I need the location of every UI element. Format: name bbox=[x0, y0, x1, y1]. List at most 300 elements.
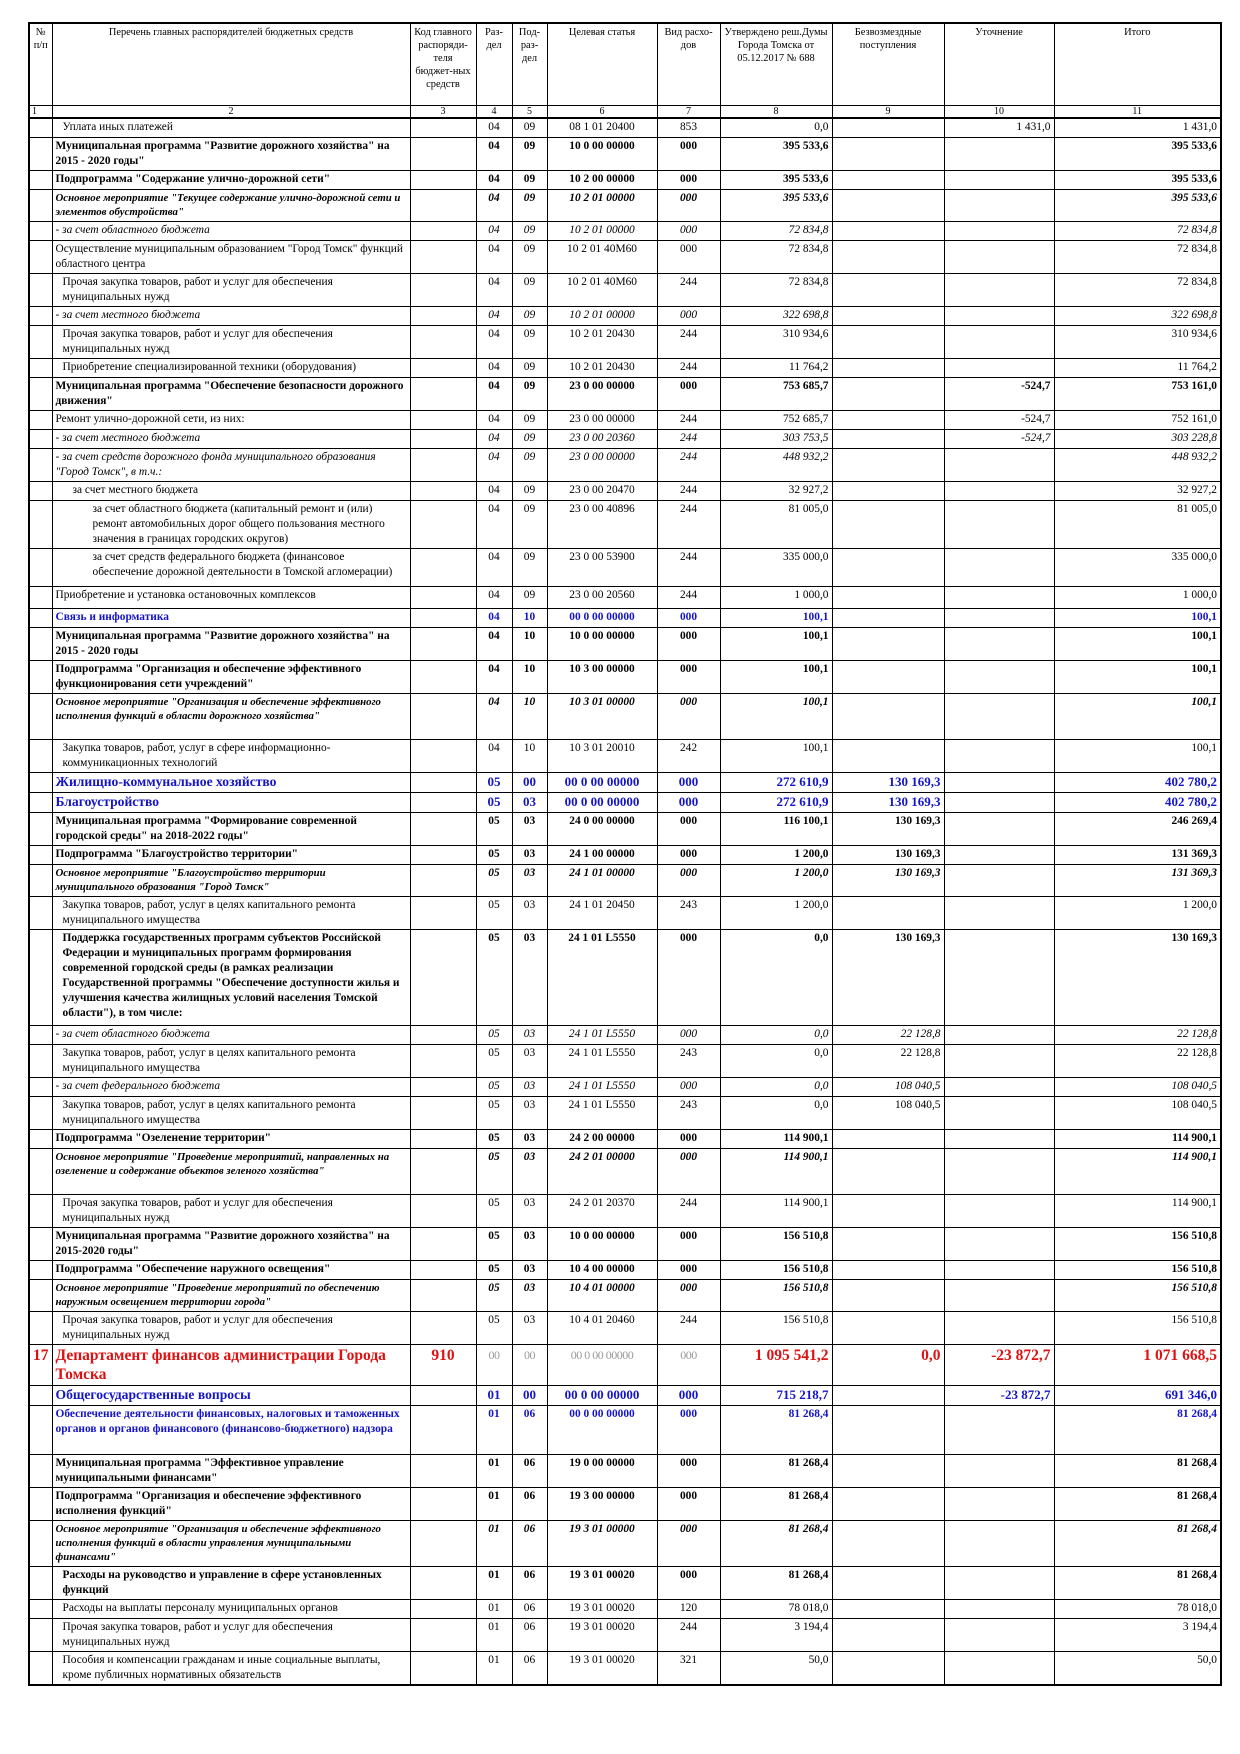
cell-target-article: 24 1 01 L5550 bbox=[547, 929, 657, 1025]
col-header-razdel: Раз-дел bbox=[476, 23, 512, 106]
col-header-free-receipts: Безвозмездные поступления bbox=[832, 23, 944, 106]
cell-free-receipts: 130 169,3 bbox=[832, 929, 944, 1025]
cell-approved: 310 934,6 bbox=[720, 325, 832, 358]
cell-target-article: 10 4 01 20460 bbox=[547, 1311, 657, 1344]
table-row bbox=[29, 1618, 1221, 1651]
cell-code bbox=[410, 273, 476, 306]
cell-podrazdel: 03 bbox=[512, 1096, 547, 1129]
cell-code bbox=[410, 1148, 476, 1194]
cell-target-article: 24 1 01 L5550 bbox=[547, 1025, 657, 1044]
cell-np bbox=[29, 739, 52, 772]
cell-podrazdel: 09 bbox=[512, 306, 547, 325]
cell-free-receipts: 130 169,3 bbox=[832, 772, 944, 792]
cell-podrazdel: 10 bbox=[512, 608, 547, 627]
cell-approved: 752 685,7 bbox=[720, 410, 832, 429]
table-row bbox=[29, 896, 1221, 929]
cell-approved: 0,0 bbox=[720, 118, 832, 137]
cell-total: 131 369,3 bbox=[1054, 845, 1221, 864]
table-row bbox=[29, 1096, 1221, 1129]
cell-target-article: 00 0 00 00000 bbox=[547, 1385, 657, 1405]
cell-podrazdel: 03 bbox=[512, 1194, 547, 1227]
cell-approved: 81 268,4 bbox=[720, 1487, 832, 1520]
cell-razdel: 04 bbox=[476, 693, 512, 739]
cell-np bbox=[29, 864, 52, 896]
cell-clarification: -524,7 bbox=[944, 429, 1054, 448]
cell-clarification bbox=[944, 1194, 1054, 1227]
cell-razdel: 05 bbox=[476, 1025, 512, 1044]
cell-approved: 272 610,9 bbox=[720, 792, 832, 812]
cell-code bbox=[410, 1077, 476, 1096]
cell-np bbox=[29, 1651, 52, 1685]
cell-code bbox=[410, 1311, 476, 1344]
col-number: 7 bbox=[657, 106, 720, 119]
col-number: 5 bbox=[512, 106, 547, 119]
table-row bbox=[29, 448, 1221, 481]
cell-name: Основное мероприятие "Текущее содержание улично-дорожной сети и элементов обустройства" bbox=[52, 189, 410, 221]
cell-razdel: 01 bbox=[476, 1520, 512, 1566]
table-row bbox=[29, 240, 1221, 273]
cell-name: Закупка товаров, работ, услуг в целях капитального ремонта муниципального имущества bbox=[52, 896, 410, 929]
col-number: 10 bbox=[944, 106, 1054, 119]
cell-expense-type: 000 bbox=[657, 1405, 720, 1454]
cell-target-article: 23 0 00 00000 bbox=[547, 377, 657, 410]
budget-table-sheet bbox=[28, 22, 1220, 1686]
cell-podrazdel: 10 bbox=[512, 627, 547, 660]
cell-np bbox=[29, 1599, 52, 1618]
cell-total: 752 161,0 bbox=[1054, 410, 1221, 429]
cell-target-article: 10 3 01 20010 bbox=[547, 739, 657, 772]
cell-expense-type: 000 bbox=[657, 1487, 720, 1520]
cell-podrazdel: 09 bbox=[512, 118, 547, 137]
cell-free-receipts bbox=[832, 586, 944, 608]
table-row bbox=[29, 1311, 1221, 1344]
cell-free-receipts bbox=[832, 170, 944, 189]
table-row bbox=[29, 306, 1221, 325]
cell-np bbox=[29, 1025, 52, 1044]
cell-free-receipts bbox=[832, 429, 944, 448]
cell-approved: 81 268,4 bbox=[720, 1405, 832, 1454]
table-row bbox=[29, 500, 1221, 548]
cell-clarification: 1 431,0 bbox=[944, 118, 1054, 137]
cell-free-receipts bbox=[832, 627, 944, 660]
cell-razdel: 05 bbox=[476, 812, 512, 845]
cell-code bbox=[410, 929, 476, 1025]
cell-target-article: 24 1 01 00000 bbox=[547, 864, 657, 896]
cell-name: Подпрограмма "Организация и обеспечение эффективного исполнения функций" bbox=[52, 1487, 410, 1520]
cell-name: Прочая закупка товаров, работ и услуг для обеспечения муниципальных нужд bbox=[52, 1618, 410, 1651]
cell-podrazdel: 06 bbox=[512, 1651, 547, 1685]
cell-free-receipts: 22 128,8 bbox=[832, 1025, 944, 1044]
cell-clarification bbox=[944, 170, 1054, 189]
cell-expense-type: 000 bbox=[657, 864, 720, 896]
cell-name: Прочая закупка товаров, работ и услуг для обеспечения муниципальных нужд bbox=[52, 273, 410, 306]
cell-clarification bbox=[944, 240, 1054, 273]
cell-free-receipts bbox=[832, 325, 944, 358]
cell-expense-type: 243 bbox=[657, 1044, 720, 1077]
cell-expense-type: 244 bbox=[657, 1194, 720, 1227]
cell-razdel: 05 bbox=[476, 864, 512, 896]
cell-np: 17 bbox=[29, 1344, 52, 1385]
cell-razdel: 04 bbox=[476, 377, 512, 410]
cell-approved: 0,0 bbox=[720, 929, 832, 1025]
cell-name: Связь и информатика bbox=[52, 608, 410, 627]
cell-free-receipts: 108 040,5 bbox=[832, 1096, 944, 1129]
cell-total: 322 698,8 bbox=[1054, 306, 1221, 325]
cell-code bbox=[410, 500, 476, 548]
table-row bbox=[29, 118, 1221, 137]
cell-name: Основное мероприятие "Благоустройство территории муниципального образования "Город Томск" bbox=[52, 864, 410, 896]
cell-expense-type: 000 bbox=[657, 306, 720, 325]
cell-free-receipts bbox=[832, 693, 944, 739]
cell-clarification bbox=[944, 1454, 1054, 1487]
cell-name: - за счет местного бюджета bbox=[52, 429, 410, 448]
cell-podrazdel: 09 bbox=[512, 548, 547, 586]
cell-total: 1 431,0 bbox=[1054, 118, 1221, 137]
cell-name: Прочая закупка товаров, работ и услуг для обеспечения муниципальных нужд bbox=[52, 325, 410, 358]
cell-clarification: -23 872,7 bbox=[944, 1344, 1054, 1385]
cell-expense-type: 000 bbox=[657, 792, 720, 812]
cell-approved: 0,0 bbox=[720, 1044, 832, 1077]
cell-np bbox=[29, 325, 52, 358]
cell-name: Приобретение и установка остановочных комплексов bbox=[52, 586, 410, 608]
cell-podrazdel: 03 bbox=[512, 1025, 547, 1044]
cell-clarification bbox=[944, 929, 1054, 1025]
cell-razdel: 05 bbox=[476, 1148, 512, 1194]
cell-name: Осуществление муниципальным образованием "Город Томск" функций областного центра bbox=[52, 240, 410, 273]
cell-np bbox=[29, 792, 52, 812]
cell-expense-type: 243 bbox=[657, 896, 720, 929]
cell-name: Подпрограмма "Организация и обеспечение эффективного функционирования сети учреждений" bbox=[52, 660, 410, 693]
cell-total: 78 018,0 bbox=[1054, 1599, 1221, 1618]
cell-expense-type: 000 bbox=[657, 170, 720, 189]
cell-code bbox=[410, 1279, 476, 1311]
cell-total: 395 533,6 bbox=[1054, 189, 1221, 221]
cell-np bbox=[29, 358, 52, 377]
cell-clarification bbox=[944, 845, 1054, 864]
cell-name: Расходы на выплаты персоналу муниципальных органов bbox=[52, 1599, 410, 1618]
cell-expense-type: 242 bbox=[657, 739, 720, 772]
cell-np bbox=[29, 812, 52, 845]
cell-code bbox=[410, 1520, 476, 1566]
cell-total: 72 834,8 bbox=[1054, 273, 1221, 306]
cell-clarification bbox=[944, 812, 1054, 845]
cell-total: 22 128,8 bbox=[1054, 1025, 1221, 1044]
cell-target-article: 19 3 01 00020 bbox=[547, 1599, 657, 1618]
table-row bbox=[29, 170, 1221, 189]
cell-approved: 448 932,2 bbox=[720, 448, 832, 481]
cell-code bbox=[410, 1227, 476, 1260]
cell-name: за счет областного бюджета (капитальный ремонт и (или) ремонт автомобильных дорог общего пользования местного значения в границах городских округов) bbox=[52, 500, 410, 548]
cell-target-article: 10 2 01 20430 bbox=[547, 325, 657, 358]
cell-np bbox=[29, 500, 52, 548]
cell-clarification bbox=[944, 448, 1054, 481]
cell-razdel: 05 bbox=[476, 1311, 512, 1344]
cell-name: Муниципальная программа "Эффективное управление муниципальными финансами" bbox=[52, 1454, 410, 1487]
cell-clarification bbox=[944, 1096, 1054, 1129]
col-header-clarification: Уточнение bbox=[944, 23, 1054, 106]
cell-np bbox=[29, 429, 52, 448]
cell-expense-type: 000 bbox=[657, 1454, 720, 1487]
col-header-target-article: Целевая статья bbox=[547, 23, 657, 106]
cell-expense-type: 000 bbox=[657, 1129, 720, 1148]
cell-code bbox=[410, 325, 476, 358]
cell-razdel: 01 bbox=[476, 1405, 512, 1454]
cell-total: 156 510,8 bbox=[1054, 1279, 1221, 1311]
cell-total: 246 269,4 bbox=[1054, 812, 1221, 845]
cell-approved: 395 533,6 bbox=[720, 189, 832, 221]
col-header-expense-type: Вид расхо-дов bbox=[657, 23, 720, 106]
cell-total: 131 369,3 bbox=[1054, 864, 1221, 896]
cell-code bbox=[410, 429, 476, 448]
cell-podrazdel: 03 bbox=[512, 792, 547, 812]
table-row bbox=[29, 548, 1221, 586]
cell-target-article: 10 2 01 00000 bbox=[547, 189, 657, 221]
cell-free-receipts bbox=[832, 1520, 944, 1566]
cell-expense-type: 000 bbox=[657, 1260, 720, 1279]
cell-total: 310 934,6 bbox=[1054, 325, 1221, 358]
cell-approved: 72 834,8 bbox=[720, 273, 832, 306]
cell-code bbox=[410, 896, 476, 929]
table-row bbox=[29, 358, 1221, 377]
cell-np bbox=[29, 660, 52, 693]
cell-razdel: 05 bbox=[476, 1044, 512, 1077]
cell-total: 81 268,4 bbox=[1054, 1405, 1221, 1454]
cell-name: Основное мероприятие "Организация и обеспечение эффективного исполнения функций в области дорожного хозяйства" bbox=[52, 693, 410, 739]
cell-clarification bbox=[944, 693, 1054, 739]
cell-razdel: 05 bbox=[476, 1227, 512, 1260]
cell-np bbox=[29, 273, 52, 306]
table-row bbox=[29, 1044, 1221, 1077]
cell-expense-type: 000 bbox=[657, 1520, 720, 1566]
cell-razdel: 05 bbox=[476, 1129, 512, 1148]
cell-code bbox=[410, 586, 476, 608]
cell-total: 81 268,4 bbox=[1054, 1566, 1221, 1599]
cell-target-article: 19 3 00 00000 bbox=[547, 1487, 657, 1520]
cell-razdel: 05 bbox=[476, 772, 512, 792]
cell-total: 1 071 668,5 bbox=[1054, 1344, 1221, 1385]
cell-np bbox=[29, 1129, 52, 1148]
col-number: 11 bbox=[1054, 106, 1221, 119]
table-row bbox=[29, 1194, 1221, 1227]
cell-total: 81 268,4 bbox=[1054, 1520, 1221, 1566]
cell-name: Жилищно-коммунальное хозяйство bbox=[52, 772, 410, 792]
cell-target-article: 10 4 01 00000 bbox=[547, 1279, 657, 1311]
cell-name: Подпрограмма "Благоустройство территории" bbox=[52, 845, 410, 864]
cell-expense-type: 000 bbox=[657, 845, 720, 864]
cell-podrazdel: 03 bbox=[512, 1279, 547, 1311]
cell-clarification bbox=[944, 481, 1054, 500]
cell-razdel: 01 bbox=[476, 1454, 512, 1487]
cell-free-receipts bbox=[832, 137, 944, 170]
cell-clarification bbox=[944, 864, 1054, 896]
cell-code bbox=[410, 170, 476, 189]
cell-expense-type: 000 bbox=[657, 627, 720, 660]
cell-target-article: 24 0 00 00000 bbox=[547, 812, 657, 845]
table-row bbox=[29, 772, 1221, 792]
cell-free-receipts: 22 128,8 bbox=[832, 1044, 944, 1077]
cell-podrazdel: 03 bbox=[512, 1129, 547, 1148]
cell-code bbox=[410, 1385, 476, 1405]
cell-expense-type: 321 bbox=[657, 1651, 720, 1685]
cell-np bbox=[29, 896, 52, 929]
cell-clarification bbox=[944, 586, 1054, 608]
cell-total: 108 040,5 bbox=[1054, 1077, 1221, 1096]
table-row bbox=[29, 1148, 1221, 1194]
cell-target-article: 10 0 00 00000 bbox=[547, 627, 657, 660]
cell-razdel: 04 bbox=[476, 548, 512, 586]
cell-expense-type: 000 bbox=[657, 608, 720, 627]
cell-expense-type: 244 bbox=[657, 429, 720, 448]
cell-name: - за счет областного бюджета bbox=[52, 221, 410, 240]
cell-podrazdel: 00 bbox=[512, 1344, 547, 1385]
cell-razdel: 04 bbox=[476, 429, 512, 448]
cell-code bbox=[410, 627, 476, 660]
cell-free-receipts bbox=[832, 548, 944, 586]
table-body bbox=[29, 118, 1221, 1685]
cell-name: Прочая закупка товаров, работ и услуг для обеспечения муниципальных нужд bbox=[52, 1194, 410, 1227]
cell-target-article: 23 0 00 40896 bbox=[547, 500, 657, 548]
cell-clarification bbox=[944, 1044, 1054, 1077]
cell-free-receipts bbox=[832, 1279, 944, 1311]
cell-name: - за счет федерального бюджета bbox=[52, 1077, 410, 1096]
cell-expense-type: 000 bbox=[657, 240, 720, 273]
cell-podrazdel: 10 bbox=[512, 739, 547, 772]
cell-razdel: 04 bbox=[476, 221, 512, 240]
cell-razdel: 04 bbox=[476, 448, 512, 481]
cell-approved: 156 510,8 bbox=[720, 1311, 832, 1344]
table-row bbox=[29, 410, 1221, 429]
cell-code bbox=[410, 1129, 476, 1148]
cell-expense-type: 000 bbox=[657, 1279, 720, 1311]
cell-total: 72 834,8 bbox=[1054, 221, 1221, 240]
cell-np bbox=[29, 448, 52, 481]
cell-free-receipts bbox=[832, 1566, 944, 1599]
cell-razdel: 04 bbox=[476, 273, 512, 306]
cell-podrazdel: 09 bbox=[512, 189, 547, 221]
cell-podrazdel: 10 bbox=[512, 660, 547, 693]
cell-expense-type: 000 bbox=[657, 1344, 720, 1385]
cell-total: 156 510,8 bbox=[1054, 1260, 1221, 1279]
cell-free-receipts bbox=[832, 410, 944, 429]
table-row bbox=[29, 929, 1221, 1025]
table-row bbox=[29, 325, 1221, 358]
cell-podrazdel: 03 bbox=[512, 1077, 547, 1096]
cell-code bbox=[410, 1566, 476, 1599]
cell-clarification bbox=[944, 548, 1054, 586]
cell-razdel: 01 bbox=[476, 1618, 512, 1651]
cell-free-receipts: 130 169,3 bbox=[832, 845, 944, 864]
cell-code bbox=[410, 660, 476, 693]
cell-razdel: 04 bbox=[476, 500, 512, 548]
table-row bbox=[29, 1651, 1221, 1685]
cell-code bbox=[410, 693, 476, 739]
cell-razdel: 04 bbox=[476, 410, 512, 429]
cell-approved: 715 218,7 bbox=[720, 1385, 832, 1405]
cell-podrazdel: 03 bbox=[512, 845, 547, 864]
cell-np bbox=[29, 1454, 52, 1487]
cell-approved: 156 510,8 bbox=[720, 1279, 832, 1311]
cell-approved: 50,0 bbox=[720, 1651, 832, 1685]
cell-free-receipts bbox=[832, 1618, 944, 1651]
cell-approved: 0,0 bbox=[720, 1025, 832, 1044]
table-row bbox=[29, 1487, 1221, 1520]
cell-podrazdel: 06 bbox=[512, 1618, 547, 1651]
cell-approved: 1 095 541,2 bbox=[720, 1344, 832, 1385]
table-row bbox=[29, 377, 1221, 410]
cell-total: 156 510,8 bbox=[1054, 1227, 1221, 1260]
cell-expense-type: 000 bbox=[657, 377, 720, 410]
cell-name: Прочая закупка товаров, работ и услуг для обеспечения муниципальных нужд bbox=[52, 1311, 410, 1344]
cell-approved: 1 000,0 bbox=[720, 586, 832, 608]
cell-target-article: 10 4 00 00000 bbox=[547, 1260, 657, 1279]
cell-clarification bbox=[944, 1566, 1054, 1599]
cell-razdel: 04 bbox=[476, 137, 512, 170]
cell-clarification: -524,7 bbox=[944, 410, 1054, 429]
cell-free-receipts bbox=[832, 1129, 944, 1148]
cell-expense-type: 000 bbox=[657, 812, 720, 845]
cell-free-receipts bbox=[832, 739, 944, 772]
cell-razdel: 05 bbox=[476, 792, 512, 812]
table-row bbox=[29, 1385, 1221, 1405]
cell-target-article: 24 2 01 20370 bbox=[547, 1194, 657, 1227]
cell-np bbox=[29, 1260, 52, 1279]
cell-approved: 0,0 bbox=[720, 1077, 832, 1096]
cell-np bbox=[29, 772, 52, 792]
cell-name: Муниципальная программа "Развитие дорожного хозяйства" на 2015 - 2020 годы" bbox=[52, 137, 410, 170]
cell-np bbox=[29, 1405, 52, 1454]
cell-np bbox=[29, 1148, 52, 1194]
cell-free-receipts bbox=[832, 608, 944, 627]
cell-free-receipts bbox=[832, 221, 944, 240]
cell-expense-type: 000 bbox=[657, 189, 720, 221]
cell-approved: 100,1 bbox=[720, 627, 832, 660]
cell-approved: 1 200,0 bbox=[720, 896, 832, 929]
cell-free-receipts bbox=[832, 1487, 944, 1520]
table-row bbox=[29, 1566, 1221, 1599]
cell-podrazdel: 09 bbox=[512, 448, 547, 481]
cell-free-receipts: 0,0 bbox=[832, 1344, 944, 1385]
cell-code bbox=[410, 306, 476, 325]
cell-clarification bbox=[944, 896, 1054, 929]
cell-np bbox=[29, 586, 52, 608]
cell-expense-type: 000 bbox=[657, 1025, 720, 1044]
cell-clarification bbox=[944, 1129, 1054, 1148]
cell-approved: 100,1 bbox=[720, 693, 832, 739]
table-row bbox=[29, 1279, 1221, 1311]
cell-podrazdel: 03 bbox=[512, 896, 547, 929]
cell-expense-type: 244 bbox=[657, 273, 720, 306]
cell-approved: 100,1 bbox=[720, 608, 832, 627]
cell-razdel: 00 bbox=[476, 1344, 512, 1385]
cell-clarification bbox=[944, 1651, 1054, 1685]
cell-name: Закупка товаров, работ, услуг в сфере информационно-коммуникационных технологий bbox=[52, 739, 410, 772]
budget-table bbox=[28, 22, 1222, 1686]
cell-target-article: 23 0 00 00000 bbox=[547, 410, 657, 429]
cell-razdel: 05 bbox=[476, 1077, 512, 1096]
cell-name: - за счет средств дорожного фонда муниципального образования "Город Томск", в т.ч.: bbox=[52, 448, 410, 481]
table-row bbox=[29, 1260, 1221, 1279]
cell-free-receipts bbox=[832, 358, 944, 377]
cell-podrazdel: 09 bbox=[512, 377, 547, 410]
col-header-np: № п/п bbox=[29, 23, 52, 106]
cell-podrazdel: 09 bbox=[512, 137, 547, 170]
cell-target-article: 24 1 00 00000 bbox=[547, 845, 657, 864]
table-row bbox=[29, 792, 1221, 812]
cell-clarification bbox=[944, 608, 1054, 627]
cell-podrazdel: 09 bbox=[512, 481, 547, 500]
cell-code: 910 bbox=[410, 1344, 476, 1385]
cell-code bbox=[410, 1260, 476, 1279]
